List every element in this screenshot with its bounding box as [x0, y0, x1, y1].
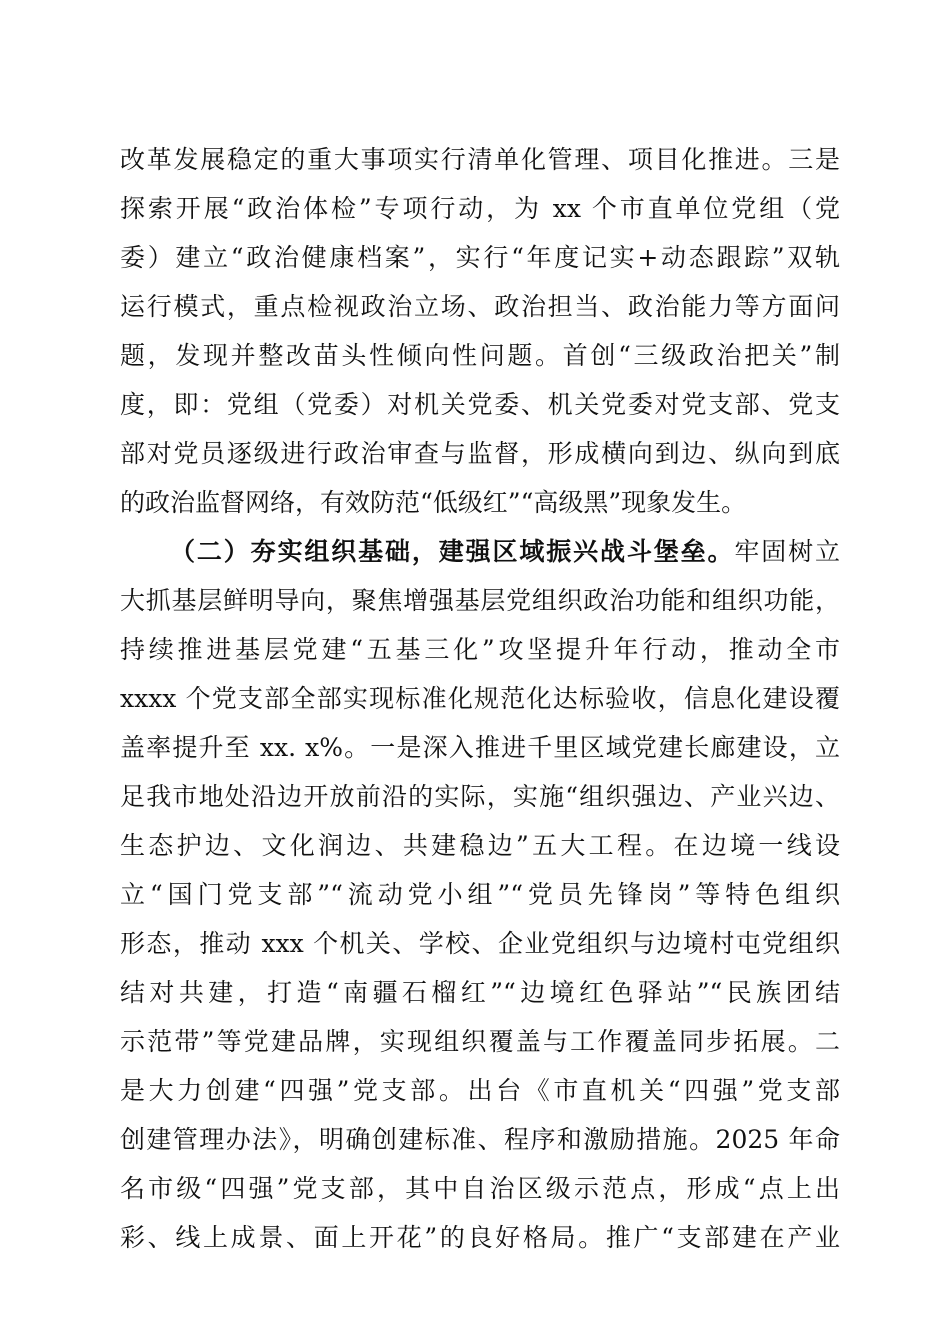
text-line: xxxx 个党支部全部实现标准化规范化达标验收，信息化建设覆	[120, 684, 840, 713]
section-heading-line	[170, 532, 840, 572]
text-line: 创建管理办法》，明确创建标准、程序和激励措施。2025 年命	[120, 1125, 840, 1154]
text-line: 生态护边、文化润边、共建稳边”五大工程。在边境一线设	[120, 831, 840, 860]
text-line: 委）建立“政治健康档案”，实行“年度记实+动态跟踪”双轨	[120, 243, 840, 272]
text-line: 题，发现并整改苗头性倾向性问题。首创“三级政治把关”制	[120, 341, 840, 370]
text-line: 部对党员逐级进行政治审查与监督，形成横向到边、纵向到底	[120, 439, 840, 468]
text-line: 彩、线上成景、面上开花”的良好格局。推广“支部建在产业	[120, 1223, 840, 1252]
text-line: 大抓基层鲜明导向，聚焦增强基层党组织政治功能和组织功能，	[120, 586, 840, 615]
text-line: 名市级“四强”党支部，其中自治区级示范点，形成“点上出	[120, 1174, 840, 1203]
text-line: 持续推进基层党建“五基三化”攻坚提升年行动，推动全市	[120, 635, 840, 664]
text-line: 的政治监督网络，有效防范“低级红”“高级黑”现象发生。	[120, 488, 747, 517]
text-line: 改革发展稳定的重大事项实行清单化管理、项目化推进。三是	[120, 145, 840, 174]
text-line: 立“国门党支部”“流动党小组”“党员先锋岗”等特色组织	[120, 880, 840, 909]
text-line: 度，即：党组（党委）对机关党委、机关党委对党支部、党支	[120, 390, 840, 419]
text-line: 盖率提升至 xx. x%。一是深入推进千里区域党建长廊建设，立	[120, 733, 840, 762]
heading-line-rest: 牢固树立	[734, 537, 840, 566]
text-line: 探索开展“政治体检”专项行动，为 xx 个市直单位党组（党	[120, 194, 840, 223]
section-heading: （二）夯实组织基础，建强区域振兴战斗堡垒。	[170, 537, 735, 566]
text-line: 示范带”等党建品牌，实现组织覆盖与工作覆盖同步拓展。二	[120, 1027, 840, 1056]
text-line: 是大力创建“四强”党支部。出台《市直机关“四强”党支部	[120, 1076, 840, 1105]
text-line: 运行模式，重点检视政治立场、政治担当、政治能力等方面问	[120, 292, 840, 321]
text-line: 形态，推动 xxx 个机关、学校、企业党组织与边境村屯党组织	[120, 929, 840, 958]
text-line: 结对共建，打造“南疆石榴红”“边境红色驿站”“民族团结	[120, 978, 840, 1007]
text-line: 足我市地处沿边开放前沿的实际，实施“组织强边、产业兴边、	[120, 782, 840, 811]
